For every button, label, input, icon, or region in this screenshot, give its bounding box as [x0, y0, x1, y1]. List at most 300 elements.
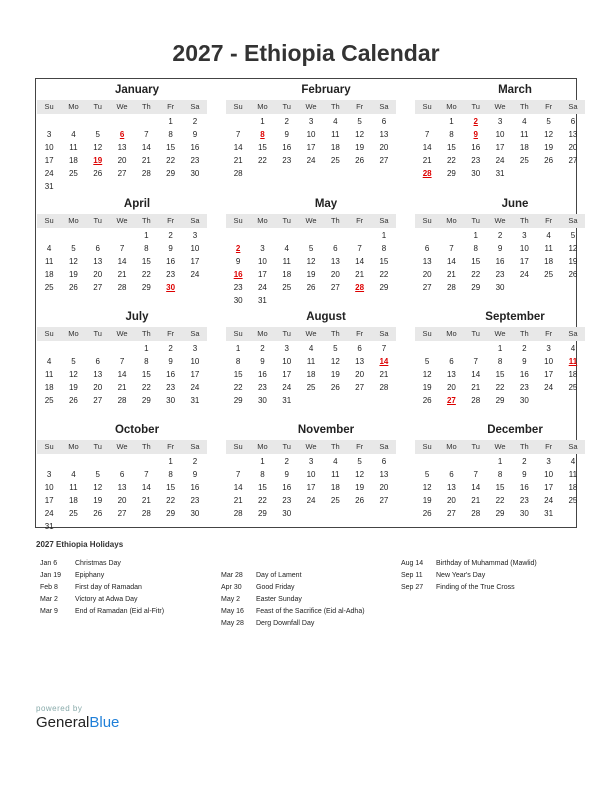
day-cell[interactable]: 23: [257, 383, 267, 392]
day-cell[interactable]: 9: [522, 357, 527, 366]
day-cell[interactable]: 23: [190, 156, 200, 165]
day-cell[interactable]: 27: [379, 496, 389, 505]
day-cell[interactable]: 31: [257, 296, 267, 305]
day-cell[interactable]: 20: [422, 270, 432, 279]
day-cell[interactable]: 17: [257, 270, 267, 279]
day-cell[interactable]: 7: [424, 130, 430, 139]
day-cell[interactable]: 22: [233, 383, 243, 392]
day-cell[interactable]: 17: [282, 370, 292, 379]
day-cell[interactable]: 20: [446, 496, 456, 505]
day-cell[interactable]: 4: [333, 117, 338, 126]
day-cell[interactable]: 31: [544, 509, 554, 518]
day-cell[interactable]: 7: [144, 470, 149, 479]
day-cell[interactable]: 23: [495, 270, 505, 279]
day-cell[interactable]: 13: [93, 257, 103, 266]
day-cell[interactable]: 31: [495, 169, 505, 178]
day-cell[interactable]: 14: [233, 483, 243, 492]
day-cell[interactable]: 25: [44, 283, 54, 292]
day-cell[interactable]: 28: [117, 283, 127, 292]
day-cell[interactable]: 11: [44, 370, 54, 379]
day-cell[interactable]: 12: [68, 370, 78, 379]
day-cell[interactable]: 5: [424, 357, 430, 366]
day-cell[interactable]: 26: [68, 283, 78, 292]
day-cell[interactable]: 17: [519, 257, 529, 266]
day-cell[interactable]: 11: [69, 143, 78, 152]
day-cell[interactable]: 5: [71, 244, 76, 253]
day-cell[interactable]: 20: [117, 156, 127, 165]
day-cell[interactable]: 10: [282, 357, 292, 366]
day-cell[interactable]: 15: [471, 257, 481, 266]
day-cell[interactable]: 19: [330, 370, 340, 379]
day-cell[interactable]: 24: [190, 270, 200, 279]
day-cell[interactable]: 10: [544, 357, 554, 366]
day-cell[interactable]: 15: [495, 370, 505, 379]
day-cell[interactable]: 2: [522, 457, 527, 466]
day-cell[interactable]: 4: [570, 457, 576, 466]
day-cell[interactable]: 19: [422, 383, 432, 392]
day-cell[interactable]: 15: [166, 143, 176, 152]
day-cell[interactable]: 12: [355, 470, 365, 479]
day-cell[interactable]: 20: [93, 383, 103, 392]
day-cell[interactable]: 12: [93, 143, 103, 152]
day-cell[interactable]: 26: [422, 509, 432, 518]
day-cell[interactable]: 15: [233, 370, 243, 379]
day-cell[interactable]: 21: [355, 270, 365, 279]
day-cell[interactable]: 8: [144, 244, 149, 253]
day-cell[interactable]: 22: [495, 496, 505, 505]
day-cell[interactable]: 21: [422, 156, 432, 165]
day-cell[interactable]: 21: [379, 370, 389, 379]
day-cell[interactable]: 13: [379, 130, 389, 139]
day-cell[interactable]: 15: [257, 483, 267, 492]
day-cell[interactable]: 15: [379, 257, 389, 266]
day-cell[interactable]: 8: [168, 470, 173, 479]
day-cell[interactable]: 21: [117, 383, 127, 392]
day-cell[interactable]: 18: [519, 143, 529, 152]
day-cell[interactable]: 2: [192, 117, 198, 126]
day-cell[interactable]: 8: [235, 357, 241, 366]
day-cell[interactable]: 3: [46, 470, 52, 479]
day-cell[interactable]: 13: [93, 370, 103, 379]
day-cell[interactable]: 22: [446, 156, 456, 165]
day-cell[interactable]: 2: [284, 117, 289, 126]
day-cell[interactable]: 22: [379, 270, 389, 279]
day-cell[interactable]: 23: [190, 496, 200, 505]
day-cell[interactable]: 23: [166, 270, 176, 279]
day-cell[interactable]: 3: [192, 231, 198, 240]
holiday-day-cell[interactable]: 6: [119, 130, 125, 139]
day-cell[interactable]: 31: [282, 396, 292, 405]
day-cell[interactable]: 23: [519, 496, 529, 505]
day-cell[interactable]: 6: [449, 470, 454, 479]
day-cell[interactable]: 12: [93, 483, 103, 492]
day-cell[interactable]: 28: [117, 396, 127, 405]
day-cell[interactable]: 20: [379, 483, 389, 492]
day-cell[interactable]: 27: [379, 156, 389, 165]
day-cell[interactable]: 3: [260, 244, 265, 253]
day-cell[interactable]: 29: [166, 509, 176, 518]
day-cell[interactable]: 3: [284, 344, 289, 353]
day-cell[interactable]: 4: [284, 244, 289, 253]
day-cell[interactable]: 7: [144, 130, 149, 139]
day-cell[interactable]: 11: [282, 257, 291, 266]
day-cell[interactable]: 7: [473, 357, 478, 366]
day-cell[interactable]: 28: [471, 396, 481, 405]
day-cell[interactable]: 27: [117, 509, 127, 518]
holiday-day-cell[interactable]: 27: [446, 396, 456, 405]
day-cell[interactable]: 21: [141, 156, 151, 165]
day-cell[interactable]: 11: [568, 470, 578, 479]
day-cell[interactable]: 23: [282, 496, 292, 505]
day-cell[interactable]: 2: [497, 231, 503, 240]
day-cell[interactable]: 17: [190, 370, 200, 379]
day-cell[interactable]: 13: [446, 370, 456, 379]
day-cell[interactable]: 9: [235, 257, 241, 266]
day-cell[interactable]: 8: [497, 357, 503, 366]
day-cell[interactable]: 17: [306, 483, 316, 492]
day-cell[interactable]: 2: [260, 344, 265, 353]
holiday-day-cell[interactable]: 30: [166, 283, 176, 292]
day-cell[interactable]: 16: [166, 370, 176, 379]
day-cell[interactable]: 1: [260, 117, 265, 126]
day-cell[interactable]: 30: [190, 509, 200, 518]
day-cell[interactable]: 30: [495, 283, 505, 292]
day-cell[interactable]: 4: [71, 470, 76, 479]
day-cell[interactable]: 23: [233, 283, 243, 292]
day-cell[interactable]: 11: [69, 483, 78, 492]
day-cell[interactable]: 29: [257, 509, 267, 518]
day-cell[interactable]: 16: [471, 143, 481, 152]
day-cell[interactable]: 4: [308, 344, 314, 353]
day-cell[interactable]: 14: [355, 257, 365, 266]
day-cell[interactable]: 3: [46, 130, 52, 139]
day-cell[interactable]: 28: [233, 169, 243, 178]
day-cell[interactable]: 20: [446, 383, 456, 392]
day-cell[interactable]: 27: [355, 383, 365, 392]
day-cell[interactable]: 17: [544, 483, 554, 492]
day-cell[interactable]: 24: [544, 383, 554, 392]
day-cell[interactable]: 17: [306, 143, 316, 152]
day-cell[interactable]: 9: [284, 130, 289, 139]
day-cell[interactable]: 21: [233, 496, 243, 505]
day-cell[interactable]: 24: [544, 496, 554, 505]
day-cell[interactable]: 27: [117, 169, 127, 178]
day-cell[interactable]: 20: [568, 143, 578, 152]
day-cell[interactable]: 3: [546, 457, 551, 466]
day-cell[interactable]: 18: [544, 257, 554, 266]
day-cell[interactable]: 9: [192, 470, 198, 479]
day-cell[interactable]: 3: [192, 344, 198, 353]
day-cell[interactable]: 12: [422, 483, 432, 492]
day-cell[interactable]: 7: [119, 244, 125, 253]
day-cell[interactable]: 24: [495, 156, 505, 165]
day-cell[interactable]: 12: [422, 370, 432, 379]
day-cell[interactable]: 15: [495, 483, 505, 492]
day-cell[interactable]: 24: [257, 283, 267, 292]
day-cell[interactable]: 14: [422, 143, 432, 152]
day-cell[interactable]: 1: [144, 231, 149, 240]
day-cell[interactable]: 22: [257, 496, 267, 505]
day-cell[interactable]: 29: [379, 283, 389, 292]
day-cell[interactable]: 11: [331, 130, 340, 139]
day-cell[interactable]: 26: [355, 496, 365, 505]
day-cell[interactable]: 24: [44, 169, 54, 178]
day-cell[interactable]: 1: [497, 344, 503, 353]
day-cell[interactable]: 3: [497, 117, 503, 126]
day-cell[interactable]: 9: [168, 244, 173, 253]
day-cell[interactable]: 8: [449, 130, 454, 139]
day-cell[interactable]: 22: [141, 270, 151, 279]
day-cell[interactable]: 19: [422, 496, 432, 505]
day-cell[interactable]: 15: [166, 483, 176, 492]
day-cell[interactable]: 9: [260, 357, 265, 366]
day-cell[interactable]: 1: [473, 231, 478, 240]
day-cell[interactable]: 23: [166, 383, 176, 392]
day-cell[interactable]: 14: [117, 370, 127, 379]
day-cell[interactable]: 26: [422, 396, 432, 405]
day-cell[interactable]: 26: [544, 156, 554, 165]
day-cell[interactable]: 1: [235, 344, 241, 353]
day-cell[interactable]: 26: [355, 156, 365, 165]
day-cell[interactable]: 29: [446, 169, 456, 178]
day-cell[interactable]: 22: [166, 156, 176, 165]
day-cell[interactable]: 30: [257, 396, 267, 405]
day-cell[interactable]: 17: [190, 257, 200, 266]
day-cell[interactable]: 14: [471, 370, 481, 379]
day-cell[interactable]: 26: [568, 270, 578, 279]
day-cell[interactable]: 6: [381, 117, 387, 126]
day-cell[interactable]: 24: [282, 383, 292, 392]
holiday-day-cell[interactable]: 16: [233, 270, 243, 279]
day-cell[interactable]: 5: [424, 470, 430, 479]
day-cell[interactable]: 21: [141, 496, 151, 505]
day-cell[interactable]: 1: [381, 231, 387, 240]
day-cell[interactable]: 30: [519, 509, 529, 518]
day-cell[interactable]: 10: [495, 130, 505, 139]
holiday-day-cell[interactable]: 28: [355, 283, 365, 292]
day-cell[interactable]: 16: [282, 143, 292, 152]
day-cell[interactable]: 4: [546, 231, 551, 240]
day-cell[interactable]: 22: [471, 270, 481, 279]
day-cell[interactable]: 7: [357, 244, 362, 253]
day-cell[interactable]: 9: [522, 470, 527, 479]
day-cell[interactable]: 8: [260, 470, 265, 479]
day-cell[interactable]: 10: [190, 244, 200, 253]
day-cell[interactable]: 10: [257, 257, 267, 266]
day-cell[interactable]: 19: [68, 383, 78, 392]
day-cell[interactable]: 19: [68, 270, 78, 279]
day-cell[interactable]: 4: [522, 117, 527, 126]
day-cell[interactable]: 18: [306, 370, 316, 379]
day-cell[interactable]: 26: [93, 509, 103, 518]
day-cell[interactable]: 30: [282, 509, 292, 518]
day-cell[interactable]: 11: [520, 130, 529, 139]
day-cell[interactable]: 5: [357, 457, 362, 466]
day-cell[interactable]: 28: [446, 283, 456, 292]
day-cell[interactable]: 16: [190, 483, 200, 492]
day-cell[interactable]: 4: [570, 344, 576, 353]
day-cell[interactable]: 16: [495, 257, 505, 266]
day-cell[interactable]: 21: [117, 270, 127, 279]
day-cell[interactable]: 12: [306, 257, 316, 266]
day-cell[interactable]: 28: [233, 509, 243, 518]
day-cell[interactable]: 22: [495, 383, 505, 392]
day-cell[interactable]: 7: [473, 470, 478, 479]
day-cell[interactable]: 2: [168, 231, 173, 240]
day-cell[interactable]: 19: [355, 483, 365, 492]
day-cell[interactable]: 11: [544, 244, 553, 253]
day-cell[interactable]: 13: [330, 257, 340, 266]
day-cell[interactable]: 13: [117, 143, 127, 152]
day-cell[interactable]: 8: [144, 357, 149, 366]
day-cell[interactable]: 1: [168, 457, 173, 466]
day-cell[interactable]: 13: [568, 130, 578, 139]
day-cell[interactable]: 22: [166, 496, 176, 505]
day-cell[interactable]: 8: [473, 244, 478, 253]
day-cell[interactable]: 24: [190, 383, 200, 392]
day-cell[interactable]: 25: [68, 169, 78, 178]
day-cell[interactable]: 13: [422, 257, 432, 266]
day-cell[interactable]: 26: [306, 283, 316, 292]
day-cell[interactable]: 6: [95, 357, 100, 366]
day-cell[interactable]: 25: [306, 383, 316, 392]
day-cell[interactable]: 13: [117, 483, 127, 492]
day-cell[interactable]: 5: [570, 231, 576, 240]
day-cell[interactable]: 18: [68, 496, 78, 505]
brand-logo[interactable]: [36, 704, 119, 731]
day-cell[interactable]: 12: [355, 130, 365, 139]
day-cell[interactable]: 30: [471, 169, 481, 178]
day-cell[interactable]: 7: [235, 130, 241, 139]
day-cell[interactable]: 10: [544, 470, 554, 479]
day-cell[interactable]: 14: [141, 483, 151, 492]
day-cell[interactable]: 6: [95, 244, 100, 253]
holiday-day-cell[interactable]: 2: [473, 117, 478, 126]
day-cell[interactable]: 9: [284, 470, 289, 479]
holiday-day-cell[interactable]: 14: [379, 357, 389, 366]
day-cell[interactable]: 13: [446, 483, 456, 492]
day-cell[interactable]: 25: [44, 396, 54, 405]
day-cell[interactable]: 25: [519, 156, 529, 165]
day-cell[interactable]: 18: [568, 483, 578, 492]
day-cell[interactable]: 1: [449, 117, 454, 126]
day-cell[interactable]: 29: [233, 396, 243, 405]
day-cell[interactable]: 14: [446, 257, 456, 266]
holiday-day-cell[interactable]: 19: [93, 156, 103, 165]
day-cell[interactable]: 6: [570, 117, 576, 126]
day-cell[interactable]: 15: [446, 143, 456, 152]
day-cell[interactable]: 7: [119, 357, 125, 366]
day-cell[interactable]: 20: [93, 270, 103, 279]
day-cell[interactable]: 7: [235, 470, 241, 479]
day-cell[interactable]: 6: [119, 470, 125, 479]
day-cell[interactable]: 18: [44, 270, 54, 279]
day-cell[interactable]: 5: [71, 357, 76, 366]
day-cell[interactable]: 1: [168, 117, 173, 126]
day-cell[interactable]: 13: [379, 470, 389, 479]
day-cell[interactable]: 31: [44, 522, 54, 531]
day-cell[interactable]: 20: [117, 496, 127, 505]
day-cell[interactable]: 27: [446, 509, 456, 518]
day-cell[interactable]: 28: [379, 383, 389, 392]
day-cell[interactable]: 23: [282, 156, 292, 165]
day-cell[interactable]: 5: [95, 130, 100, 139]
day-cell[interactable]: 30: [166, 396, 176, 405]
day-cell[interactable]: 6: [449, 357, 454, 366]
day-cell[interactable]: 12: [68, 257, 78, 266]
day-cell[interactable]: 5: [546, 117, 551, 126]
day-cell[interactable]: 30: [233, 296, 243, 305]
day-cell[interactable]: 18: [330, 143, 340, 152]
day-cell[interactable]: 22: [141, 383, 151, 392]
day-cell[interactable]: 21: [471, 383, 481, 392]
day-cell[interactable]: 29: [141, 283, 151, 292]
day-cell[interactable]: 2: [192, 457, 198, 466]
day-cell[interactable]: 24: [519, 270, 529, 279]
day-cell[interactable]: 16: [166, 257, 176, 266]
day-cell[interactable]: 19: [544, 143, 554, 152]
day-cell[interactable]: 27: [568, 156, 578, 165]
day-cell[interactable]: 20: [355, 370, 365, 379]
day-cell[interactable]: 24: [306, 156, 316, 165]
day-cell[interactable]: 17: [495, 143, 505, 152]
day-cell[interactable]: 20: [379, 143, 389, 152]
day-cell[interactable]: 6: [424, 244, 430, 253]
day-cell[interactable]: 23: [519, 383, 529, 392]
day-cell[interactable]: 14: [233, 143, 243, 152]
day-cell[interactable]: 6: [333, 244, 338, 253]
day-cell[interactable]: 12: [544, 130, 554, 139]
day-cell[interactable]: 27: [330, 283, 340, 292]
day-cell[interactable]: 18: [68, 156, 78, 165]
day-cell[interactable]: 31: [44, 182, 54, 191]
day-cell[interactable]: 27: [93, 396, 103, 405]
day-cell[interactable]: 25: [330, 156, 340, 165]
day-cell[interactable]: 3: [308, 117, 314, 126]
day-cell[interactable]: 14: [141, 143, 151, 152]
day-cell[interactable]: 24: [44, 509, 54, 518]
day-cell[interactable]: 19: [355, 143, 365, 152]
day-cell[interactable]: 21: [471, 496, 481, 505]
day-cell[interactable]: 11: [44, 257, 54, 266]
day-cell[interactable]: 25: [568, 383, 578, 392]
day-cell[interactable]: 25: [68, 509, 78, 518]
day-cell[interactable]: 16: [190, 143, 200, 152]
day-cell[interactable]: 27: [422, 283, 432, 292]
day-cell[interactable]: 17: [544, 370, 554, 379]
day-cell[interactable]: 21: [446, 270, 456, 279]
day-cell[interactable]: 26: [68, 396, 78, 405]
day-cell[interactable]: 29: [471, 283, 481, 292]
day-cell[interactable]: 25: [330, 496, 340, 505]
day-cell[interactable]: 9: [168, 357, 173, 366]
day-cell[interactable]: 16: [257, 370, 267, 379]
day-cell[interactable]: 9: [497, 244, 503, 253]
day-cell[interactable]: 15: [141, 257, 151, 266]
day-cell[interactable]: 30: [190, 169, 200, 178]
day-cell[interactable]: 10: [306, 470, 316, 479]
day-cell[interactable]: 8: [381, 244, 387, 253]
day-cell[interactable]: 1: [260, 457, 265, 466]
day-cell[interactable]: 15: [257, 143, 267, 152]
day-cell[interactable]: 10: [44, 483, 54, 492]
day-cell[interactable]: 5: [308, 244, 314, 253]
day-cell[interactable]: 12: [330, 357, 340, 366]
day-cell[interactable]: 26: [93, 169, 103, 178]
day-cell[interactable]: 13: [355, 357, 365, 366]
day-cell[interactable]: 11: [331, 470, 340, 479]
day-cell[interactable]: 23: [471, 156, 481, 165]
